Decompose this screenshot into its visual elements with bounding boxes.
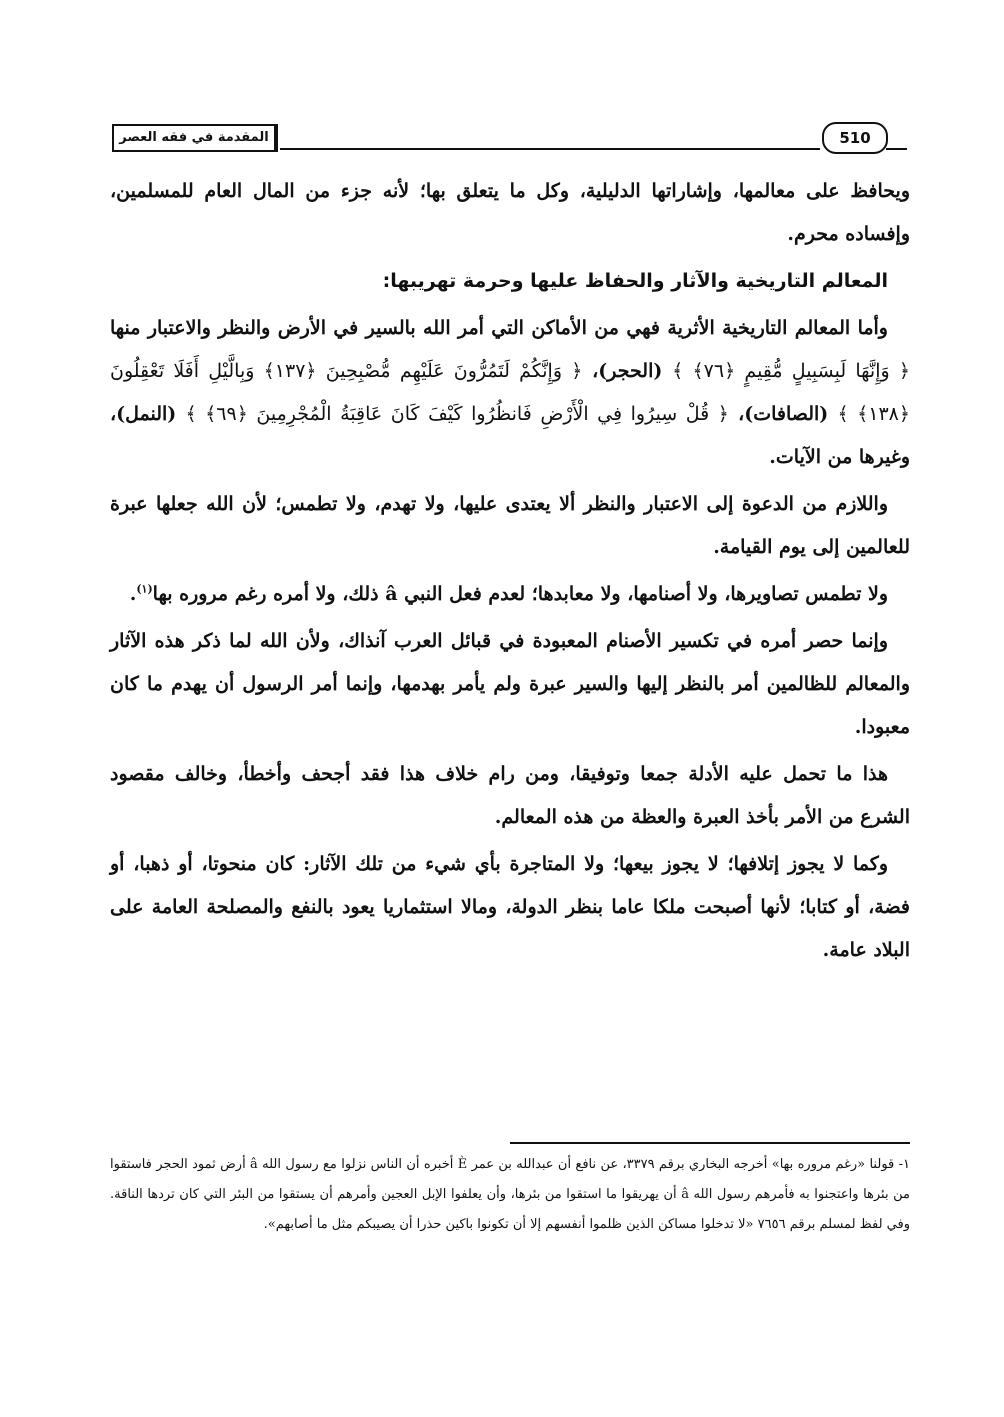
surah-ref-1: (الحجر)، — [592, 360, 663, 382]
honorific-glyph: â — [385, 583, 398, 605]
paragraph-7: وكما لا يجوز إتلافها؛ لا يجوز بيعها؛ ولا المتاجرة بأي شيء من تلك الآثار: كان منحوتا، أو ذهبا، أو فضة، أو كتابا؛ لأنها أصبحت ملكا عاما بنظر الدولة، ومالا استثماريا يعود بالنفع والمصلحة العامة على البلاد عامة. — [110, 853, 911, 961]
surah-ref-2: (الصافات)، — [738, 403, 829, 425]
footnote-text-2: أخبره أن الناس نزلوا مع رسول الله — [262, 1157, 454, 1172]
paragraph-4-end: . — [129, 583, 137, 605]
paragraph-3: واللازم من الدعوة إلى الاعتبار والنظر ألا يعتدى عليها، ولا تهدم، ولا تطمس؛ لأن الله جعلها عبرة للعالمين إلى يوم القيامة. — [110, 493, 910, 558]
paragraph-1: ويحافظ على معالمها، وإشاراتها الدليلية، وكل ما يتعلق بها؛ لأنه جزء من المال العام للمسلمين، وإفساده محرم. — [110, 180, 910, 245]
paragraph-4-text: ولا تطمس تصاويرها، ولا أصنامها، ولا معابدها؛ لعدم فعل النبي — [404, 583, 888, 605]
book-title: المقدمة في فقه العصر — [112, 124, 278, 152]
paragraph-2 — [110, 307, 910, 479]
quran-verse-1: ﴿ وَإِنَّهَا لَبِسَبِيلٍ مُّقِيمٍ ﴿٧٦﴾ ﴾ — [672, 360, 910, 382]
honorific-glyph: â — [250, 1157, 258, 1172]
quran-verse-3: ﴿ قُلْ سِيرُوا فِي الْأَرْضِ فَانظُرُوا كَيْفَ كَانَ عَاقِبَةُ الْمُجْرِمِينَ ﴿٦٩﴾ ﴾ — [185, 403, 729, 425]
footnote-ref-1[interactable]: (١) — [136, 582, 153, 596]
footnote-text-1: ١- قولنا «رغم مروره بها» أخرجه البخاري برقم ٣٣٧٩، عن نافع أن عبدالله بن عمر — [471, 1157, 910, 1172]
paragraph-2-text: وأما المعالم التاريخية الأثرية فهي من الأماكن التي أمر الله بالسير في الأرض والنظر والاعتبار منها — [110, 317, 888, 339]
page-body — [110, 170, 910, 976]
page-header — [112, 112, 907, 156]
header-rule-right — [886, 148, 907, 150]
surah-ref-3: (النمل)، وغيرها من الآيات. — [110, 403, 910, 468]
paragraph-6: هذا ما تحمل عليه الأدلة جمعا وتوفيقا، ومن رام خلاف هذا فقد أجحف وأخطأ، وخالف مقصود الشرع من الأمر بأخذ العبرة والعظة من هذه المعالم. — [110, 763, 910, 828]
honorific-glyph: È — [457, 1157, 468, 1172]
footnote-text-3: أرض ثمود الحجر فاستقوا من بئرها واعتجنوا به فأمرهم رسول الله — [110, 1157, 911, 1202]
footnote-text-4: أن يهريقوا ما استقوا من بئرها، وأن يعلفوا الإبل العجين وأمرهم أن يستقوا من البئر التي كان تردها الناقة. وفي لفظ لمسلم برقم ٧٦٥٦ «لا تدخلوا مساكن الذين ظلموا أنفسهم إلا أن تكونوا باكين حذرا أن يصيبكم مثل ما أصابهم». — [110, 1187, 910, 1232]
section-heading: المعالم التاريخية والآثار والحفاظ عليها وحرمة تهريبها: — [382, 270, 888, 292]
paragraph-4 — [110, 573, 910, 616]
footnote-1 — [110, 1150, 910, 1240]
page-number: 510 — [822, 122, 888, 154]
footnote-separator — [510, 1142, 910, 1144]
quran-verse-2: ﴿ وَإِنَّكُمْ لَتَمُرُّونَ عَلَيْهِم مُّصْبِحِينَ ﴿١٣٧﴾ وَبِالَّيْلِ أَفَلَا تَعْقِلُونَ ﴿١٣٨﴾ ﴾ — [110, 360, 911, 425]
paragraph-5: وإنما حصر أمره في تكسير الأصنام المعبودة في قبائل العرب آنذاك، ولأن الله لما ذكر هذه الآثار والمعالم للظالمين أمر بالنظر إليها والسير عبرة ولم يأمر بهدمها، وإنما أمر الرسول أن يهدم ما كان معبودا. — [110, 630, 910, 738]
honorific-glyph: â — [681, 1187, 689, 1202]
header-rule — [280, 148, 820, 150]
paragraph-4-rest: ذلك، ولا أمره رغم مروره بها — [152, 583, 379, 605]
